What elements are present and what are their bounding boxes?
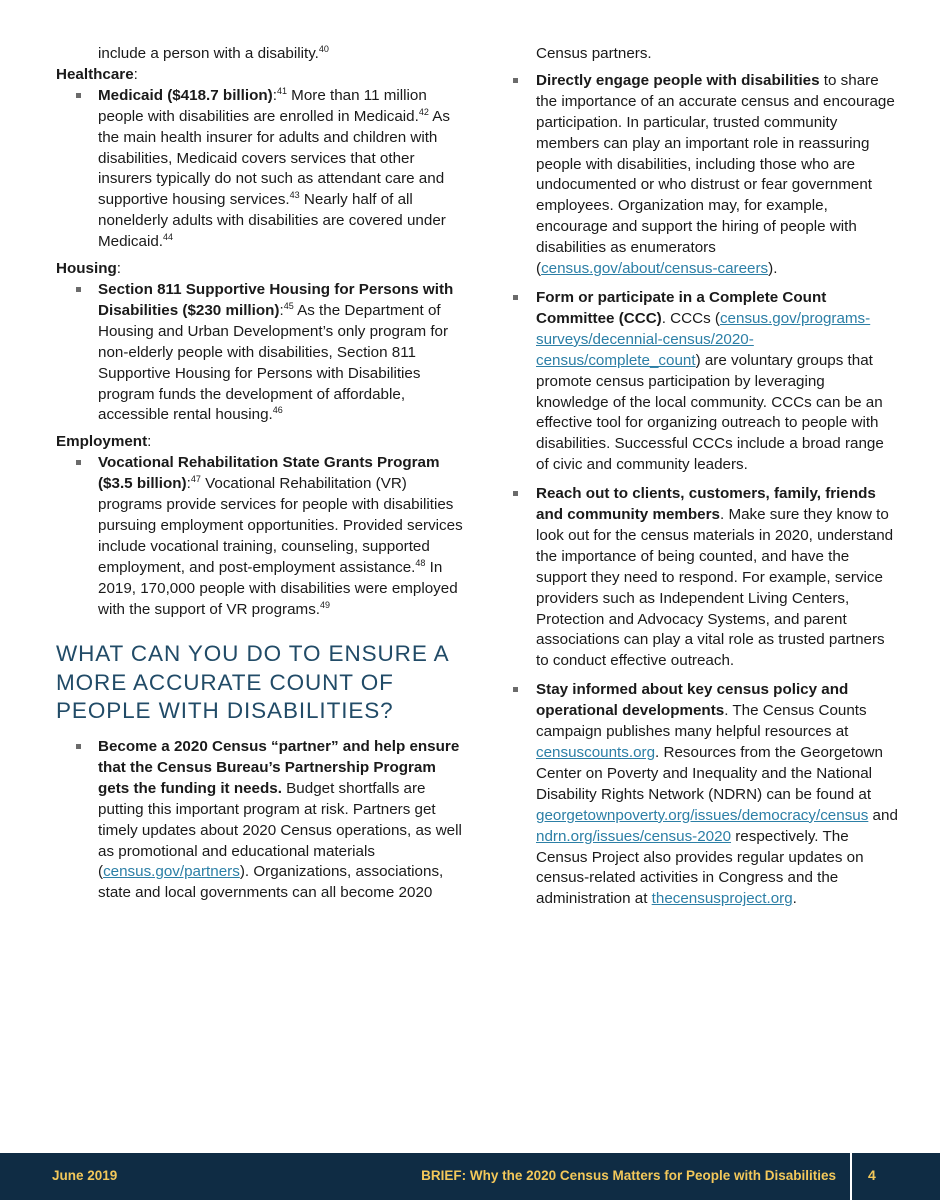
body-text: More than 11 million people with disabilities are enrolled in Medicaid.	[98, 86, 427, 125]
body-text: and	[868, 806, 898, 824]
action-list-left	[56, 737, 466, 904]
body-text: ).	[768, 260, 778, 278]
body-text: Nearly half of all nonelderly adults with disabilities are covered under Medicaid.	[98, 191, 446, 251]
square-bullet-icon	[513, 491, 518, 496]
housing-list	[56, 280, 466, 426]
category-label: Employment	[56, 433, 148, 451]
body-text: ) are voluntary groups that promote census participation by leveraging knowledge of the local community. CCCs can be an effective tool for organizing outreach to people with disabilities. Successful CCCs include a broad range of civic and community leaders.	[536, 351, 884, 474]
footnote-ref: 40	[318, 44, 329, 54]
body-text: respectively. The Census Project also provides regular updates on census-related activities in Congress and the administration at	[536, 827, 864, 908]
ndrn-link[interactable]: ndrn.org/issues/census-2020	[536, 827, 732, 845]
square-bullet-icon	[76, 460, 81, 465]
body-text: As the main health insurer for adults and children with disabilities, Medicaid covers services that other insurers typically do not such as attendant care and supportive housing services.	[98, 107, 450, 209]
footnote-ref: 47	[190, 474, 201, 485]
action-list-right	[508, 71, 900, 910]
footnote-ref: 45	[283, 300, 294, 311]
square-bullet-icon	[76, 744, 81, 749]
action-title: Become a 2020 Census “partner” and help ensure that the Census Bureau’s Partnership Program gets the funding it needs.	[98, 737, 460, 797]
continued-text-body: include a person with a disability.	[98, 45, 319, 62]
footnote-ref: 41	[276, 85, 287, 96]
thecensusproject-link[interactable]: thecensusproject.org	[651, 890, 793, 908]
footnote-ref: 49	[320, 599, 331, 610]
body-text: Vocational Rehabilitation (VR) programs provide services for people with disabilities pursuing employment opportunities. Provided services include vocational training, counseling, supported employment, and post-employment assistance.	[98, 475, 463, 576]
bullet-item-ccc	[508, 288, 900, 476]
bullet-item-stay-informed	[508, 680, 900, 910]
square-bullet-icon	[76, 287, 81, 292]
left-column	[56, 44, 466, 912]
continued-text: Census partners.	[536, 45, 652, 62]
colon: :	[186, 475, 191, 493]
square-bullet-icon	[513, 295, 518, 300]
complete-count-link[interactable]: census.gov/programs-surveys/decennial-census/2020-census/complete_count	[536, 309, 871, 369]
action-title: Directly engage people with disabilities	[536, 71, 820, 89]
footnote-ref: 44	[163, 232, 174, 243]
square-bullet-icon	[513, 687, 518, 692]
action-title: Form or participate in a Complete Count Committee (CCC)	[536, 288, 827, 327]
body-text: .	[792, 890, 797, 908]
category-colon: :	[116, 260, 121, 278]
footnote-ref: 43	[289, 190, 300, 201]
georgetownpoverty-link[interactable]: georgetownpoverty.org/issues/democracy/census	[536, 806, 869, 824]
page-number: 4	[868, 1167, 876, 1183]
bullet-item-partner	[56, 737, 466, 904]
colon: :	[279, 301, 284, 319]
census-partners-link[interactable]: census.gov/partners	[103, 863, 240, 881]
footnote-ref: 42	[418, 106, 429, 117]
censuscounts-link[interactable]: censuscounts.org	[536, 744, 656, 761]
employment-list	[56, 453, 466, 620]
footer-title: BRIEF: Why the 2020 Census Matters for People with Disabilities	[421, 1168, 836, 1183]
body-text: . Make sure they know to look out for the census materials in 2020, understand the importance of being counted, and have the support they need to respond. For example, service providers such as Independent Living Centers, Protection and Advocacy Systems, and parent associations can play a vital role as trusted partners to conduct effective outreach.	[536, 506, 894, 670]
program-name: Medicaid ($418.7 billion)	[98, 86, 273, 104]
category-healthcare	[56, 65, 466, 86]
body-text: ). Organizations, associations, state and local governments can all become 2020	[98, 863, 444, 902]
category-label: Housing	[56, 260, 117, 278]
category-employment	[56, 432, 466, 453]
footnote-ref: 48	[415, 557, 426, 568]
category-housing	[56, 259, 466, 280]
body-text: As the Department of Housing and Urban Development’s only program for non-elderly people with disabilities, Section 811 Supportive Housing for Persons with Disabilities program funds the development of affordable, accessible rental housing.	[98, 301, 449, 424]
square-bullet-icon	[513, 78, 518, 83]
body-text: . CCCs (	[661, 309, 720, 327]
census-careers-link[interactable]: census.gov/about/census-careers	[541, 260, 769, 278]
category-colon: :	[133, 65, 138, 83]
body-text: Budget shortfalls are putting this important program at risk. Partners get timely updates about 2020 Census operations, as well as promotional and educational materials (	[98, 779, 462, 881]
square-bullet-icon	[76, 93, 81, 98]
action-title: Stay informed about key census policy and operational developments	[536, 681, 849, 720]
action-title: Reach out to clients, customers, family, friends and community members	[536, 485, 876, 524]
footer-date: June 2019	[52, 1168, 118, 1183]
bullet-item-reach-out	[508, 484, 900, 672]
body-text: . Resources from the Georgetown Center on Poverty and Inequality and the National Disability Rights Network (NDRN) can be found at	[536, 744, 883, 803]
footer-divider	[850, 1153, 852, 1200]
continued-text	[56, 44, 466, 65]
bullet-item-vocational-rehab	[56, 453, 466, 620]
body-text: to share the importance of an accurate census and encourage participation. In particular, trusted community members can play an important role in reassuring people with disabilities, including those who are undocumented or who distrust or fear government employees. Organization may, for example, encourage and support the hiring of people with disabilities as enumerators (	[536, 71, 895, 278]
category-colon: :	[147, 433, 152, 451]
section-heading: WHAT CAN YOU DO TO ENSURE A MORE ACCURATE COUNT OF PEOPLE WITH DISABILITIES?	[56, 641, 449, 724]
bullet-item-engage	[508, 71, 900, 280]
right-column	[508, 44, 900, 918]
footnote-ref: 46	[272, 405, 283, 416]
bullet-item-section-811	[56, 280, 466, 426]
colon: :	[272, 86, 277, 104]
body-text: . The Census Counts campaign publishes many helpful resources at	[536, 702, 867, 741]
body-text: In 2019, 170,000 people with disabilities were employed with the support of VR programs.	[98, 558, 458, 618]
page-footer	[0, 1153, 940, 1200]
healthcare-list	[56, 86, 466, 253]
program-name: Vocational Rehabilitation State Grants Program ($3.5 billion)	[98, 454, 440, 493]
program-name: Section 811 Supportive Housing for Persons with Disabilities ($230 million)	[98, 280, 454, 319]
category-label: Healthcare	[56, 65, 134, 83]
bullet-item-medicaid	[56, 86, 466, 253]
